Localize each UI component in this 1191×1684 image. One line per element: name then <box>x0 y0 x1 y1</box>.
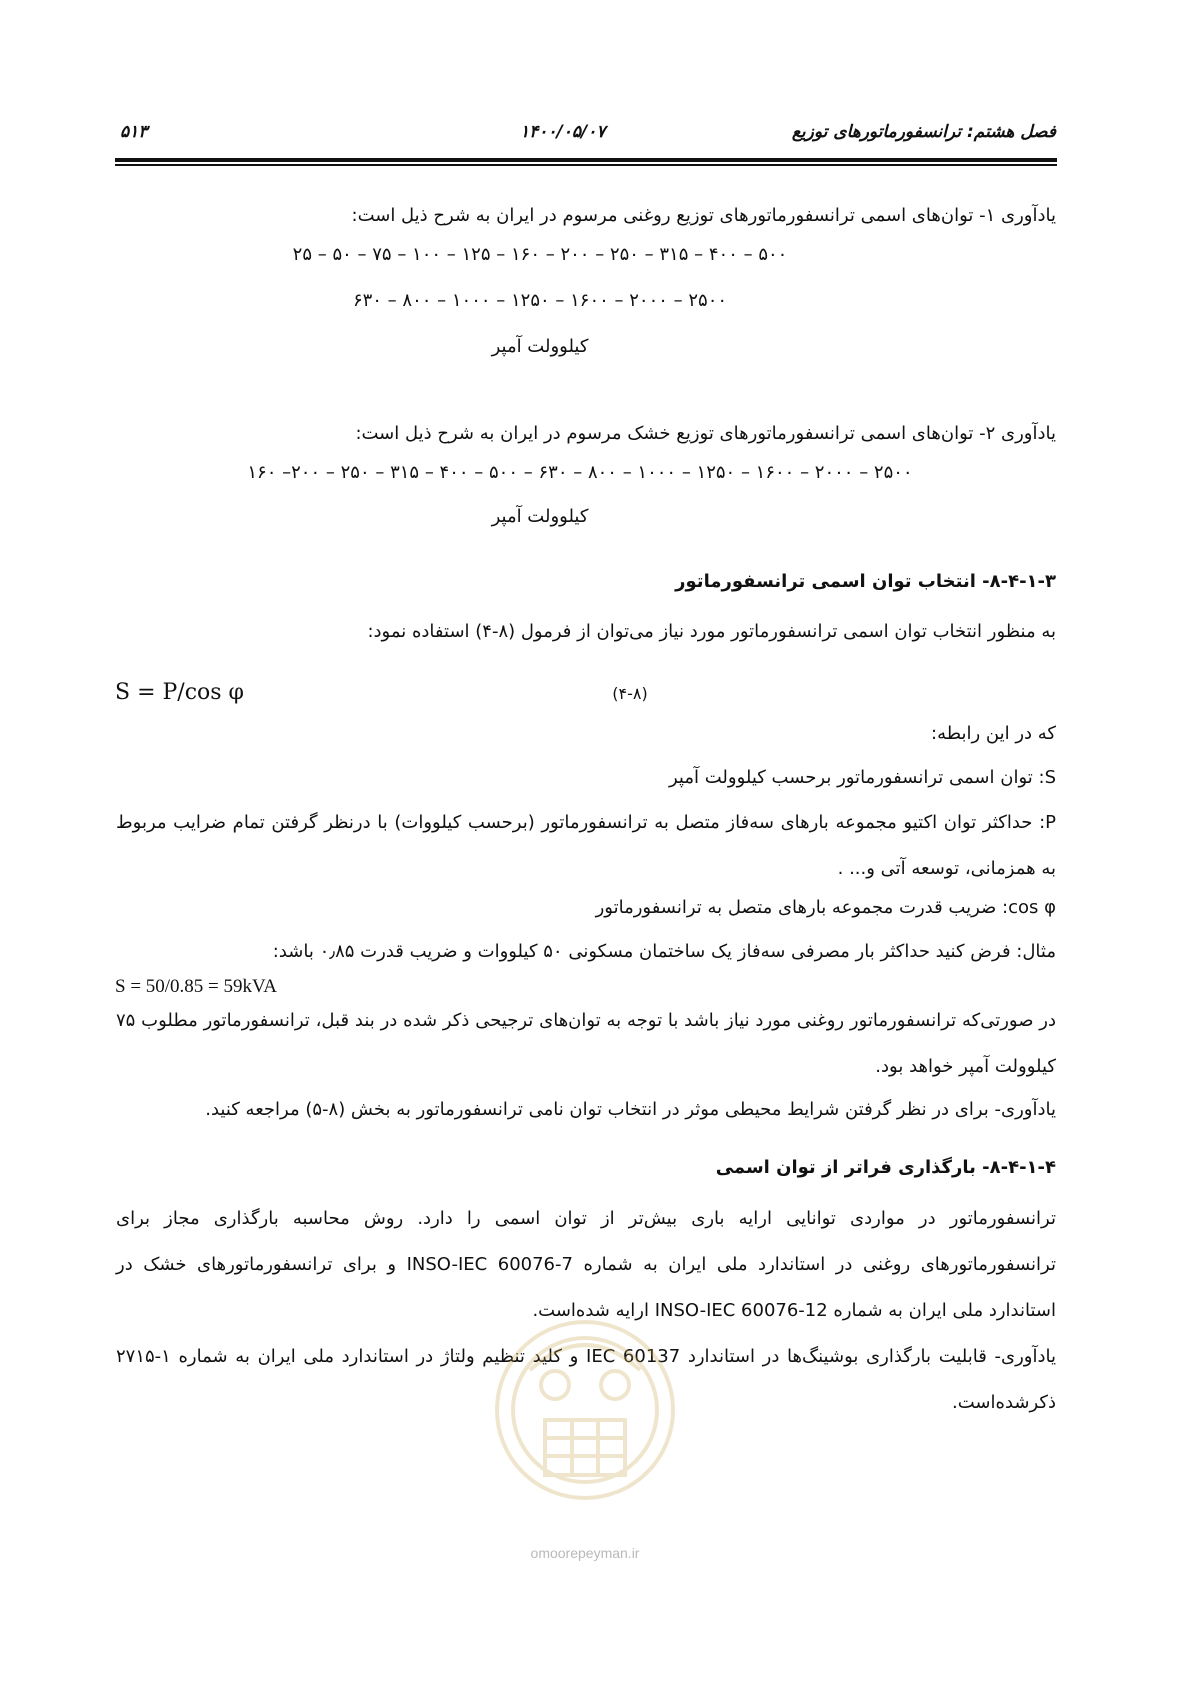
section4-paragraph: ترانسفورماتور در مواردی توانایی ارایه باری بیش‌تر از توان اسمی را دارد. روش محاسبه بارگذاری مجاز برای ترانسفورماتورهای روغنی در استاندارد ملی ایران به شماره INSO-IEC 60076-7 و برای ترانسفورماتورهای خشک در استاندارد ملی ایران به شماره INSO-IEC 60076-12 ارایه شده‌است. <box>116 1208 1057 1321</box>
example-text: مثال: فرض کنید حداکثر بار مصرفی سه‌فاز یک ساختمان مسکونی ۵۰ کیلووات و ضریب قدرت ۰٫۸۵ باشد: <box>272 941 1056 962</box>
section3-heading: ۸-۴-۱-۳- انتخاب توان اسمی ترانسفورماتور <box>675 571 1056 592</box>
note1-values-row1: ۵۰۰ – ۴۰۰ – ۳۱۵ – ۲۵۰ – ۲۰۰ – ۱۶۰ – ۱۲۵ – ۱۰۰ – ۷۵ – ۵۰ – ۲۵ <box>292 244 788 265</box>
note2-values-row1: ۲۵۰۰ – ۲۰۰۰ – ۱۶۰۰ – ۱۲۵۰ – ۱۰۰۰ – ۸۰۰ – ۶۳۰ – ۵۰۰ – ۴۰۰ – ۳۱۵ – ۲۵۰ – ۲۰۰– ۱۶۰ <box>247 462 913 483</box>
header-date: ۱۴۰۰/۰۵/۰۷ <box>520 122 606 142</box>
note2-unit: کیلوولت آمپر <box>491 506 589 527</box>
note1-text: یادآوری ۱- توان‌های اسمی ترانسفورماتورهای توزیع روغنی مرسوم در ایران به شرح ذیل است: <box>351 205 1056 226</box>
header-rule-thick <box>115 158 1057 162</box>
definition-p: P: حداکثر توان اکتیو مجموعه بارهای سه‌فاز متصل به ترانسفورماتور (برحسب کیلووات) با درنظر گرفتن تمام ضرایب مربوط به همزمانی، توسعه آتی و... . <box>116 812 1056 879</box>
definition-cos-phi: cos φ: ضریب قدرت مجموعه بارهای متصل به ترانسفورماتور <box>595 897 1056 918</box>
header-rule-thin <box>115 164 1057 166</box>
watermark-url: omoorepeyman.ir <box>530 1545 640 1561</box>
page-number: ۵۱۳ <box>120 122 148 142</box>
formula: S = P/cos φ <box>115 680 244 705</box>
watermark-logo <box>490 1300 680 1540</box>
where-text: که در این رابطه: <box>931 723 1056 744</box>
note1-unit: کیلوولت آمپر <box>491 336 589 357</box>
section3-intro: به منظور انتخاب توان اسمی ترانسفورماتور مورد نیاز می‌توان از فرمول (۸-۴) استفاده نمود: <box>367 621 1056 642</box>
section4-heading: ۸-۴-۱-۴- بارگذاری فراتر از توان اسمی <box>715 1157 1056 1178</box>
section4-reminder: یادآوری- قابلیت بارگذاری بوشینگ‌ها در استاندارد IEC 60137 و کلید تنظیم ولتاژ در استاندارد ملی ایران به شماره ۱-۲۷۱۵ ذکرشده‌است. <box>116 1346 1056 1413</box>
calculation: S = 50/0.85 = 59kVA <box>115 976 278 997</box>
note1-values-row2: ۲۵۰۰ – ۲۰۰۰ – ۱۶۰۰ – ۱۲۵۰ – ۱۰۰۰ – ۸۰۰ – ۶۳۰ <box>352 290 728 311</box>
note2-text: یادآوری ۲- توان‌های اسمی ترانسفورماتورهای توزیع خشک مرسوم در ایران به شرح ذیل است: <box>355 423 1056 444</box>
definition-s: S: توان اسمی ترانسفورماتور برحسب کیلوولت آمپر <box>668 767 1056 788</box>
formula-number: (۴-۸) <box>612 684 648 703</box>
chapter-title: فصل هشتم: ترانسفورماتورهای توزیع <box>791 122 1056 142</box>
conclusion-text: در صورتی‌که ترانسفورماتور روغنی مورد نیاز باشد با توجه به توان‌های ترجیحی ذکر شده در بند قبل، ترانسفورماتور مطلوب ۷۵ کیلوولت آمپر خواهد بود. <box>116 1010 1056 1077</box>
section3-reminder: یادآوری- برای در نظر گرفتن شرایط محیطی موثر در انتخاب توان نامی ترانسفورماتور به بخش (۸-۵) مراجعه کنید. <box>205 1099 1056 1120</box>
